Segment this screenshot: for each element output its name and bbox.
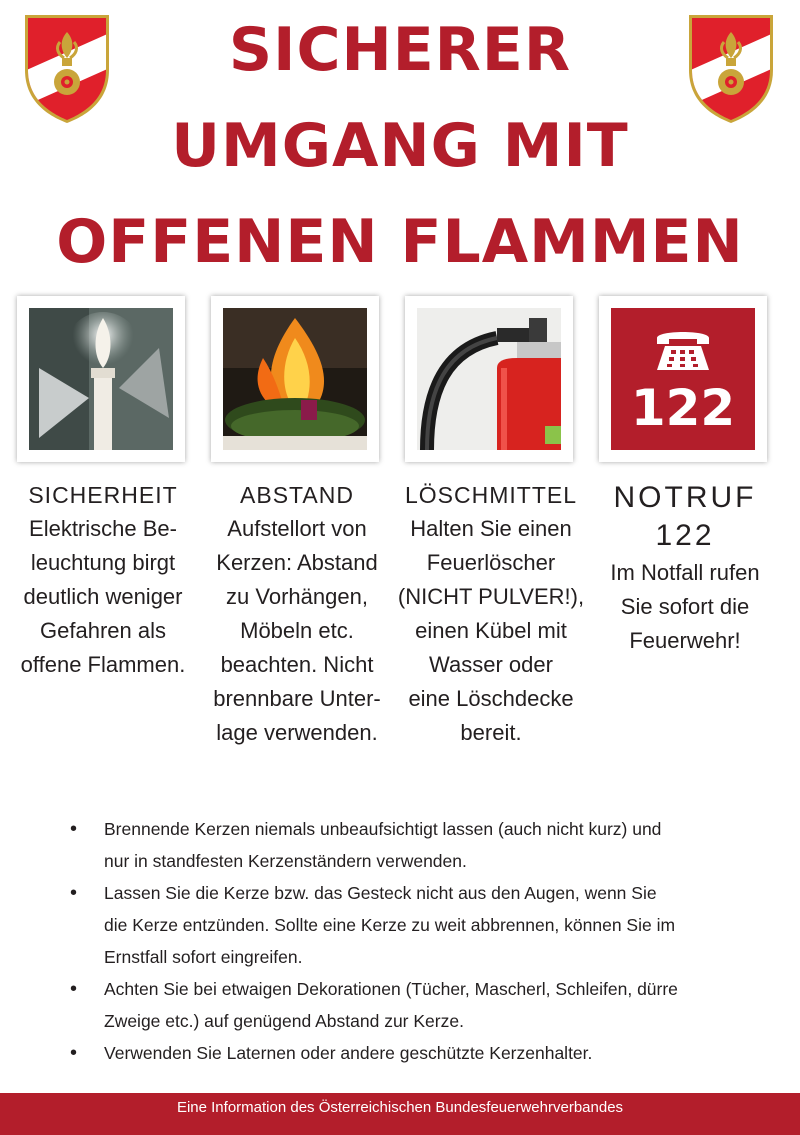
footer-text: Eine Information des Österreichischen Bundesfeuerwehrverbandes: [176, 1099, 624, 1116]
footer-banner: [0, 1093, 800, 1135]
column-line: leuchtung birgt: [30, 550, 176, 575]
column-line: Kerzen: Abstand: [216, 550, 378, 575]
column-line: beachten. Nicht: [220, 652, 374, 677]
tile-burning-wreath: [211, 296, 379, 462]
column-line: Möbeln etc.: [240, 618, 354, 643]
column-line: brennbare Unter-: [213, 686, 381, 711]
column-line: einen Kübel mit: [415, 618, 567, 643]
column-line: Gefahren als: [40, 618, 166, 643]
page-title: [0, 2, 800, 290]
column-line: eine Löschdecke: [408, 686, 574, 711]
telephone-icon: [657, 332, 709, 370]
list-item: • Lassen Sie die Kerze bzw. das Gesteck nicht aus den Augen, wenn Sie die Kerze entzünden. Sollte eine Kerze zu weit abbrennen, können Sie im Ernstfall sofort eingreifen.: [66, 877, 746, 973]
column-heading: LÖSCHMITTEL: [404, 482, 578, 508]
column-heading: ABSTAND: [240, 482, 354, 508]
tile-fire-extinguisher: [405, 296, 573, 462]
emergency-number: 122: [655, 519, 715, 552]
column-line: Aufstellort von: [227, 516, 367, 541]
tile-electric-candle: [17, 296, 185, 462]
emergency-number-panel: [611, 308, 755, 450]
title-line-2: UMGANG MIT: [171, 111, 629, 181]
column-line: Sie sofort die: [620, 594, 750, 619]
list-item: • Brennende Kerzen niemals unbeaufsichtigt lassen (auch nicht kurz) und nur in standfesten Kerzenständern verwenden.: [66, 813, 746, 877]
list-item: • Achten Sie bei etwaigen Dekorationen (Tücher, Mascherl, Schleifen, dürre Zweige etc.) auf genügend Abstand zur Kerze.: [66, 973, 746, 1037]
list-item: • Verwenden Sie Laternen oder andere geschützte Kerzenhalter.: [66, 1037, 746, 1069]
column-line: deutlich weniger: [23, 584, 183, 609]
column-sicherheit: [5, 478, 201, 682]
column-line: (NICHT PULVER!),: [397, 584, 585, 609]
column-loeschmittel: [393, 478, 589, 750]
column-notruf: [587, 478, 783, 658]
emergency-number-text: 122: [630, 379, 736, 437]
column-heading: SICHERHEIT: [28, 482, 178, 508]
tile-emergency-number: [599, 296, 767, 462]
column-line: Elektrische Be-: [29, 516, 177, 541]
title-line-3: OFFENEN FLAMMEN: [56, 207, 744, 277]
column-line: zu Vorhängen,: [226, 584, 368, 609]
column-line: lage verwenden.: [216, 720, 378, 745]
fire-extinguisher-photo: [417, 308, 561, 450]
column-line: Wasser oder: [429, 652, 553, 677]
burning-wreath-photo: [223, 308, 367, 450]
column-line: bereit.: [460, 720, 522, 745]
column-heading: NOTRUF: [613, 481, 757, 514]
column-line: offene Flammen.: [20, 652, 186, 677]
column-line: Feuerlöscher: [426, 550, 556, 575]
title-line-1: SICHERER: [228, 15, 572, 85]
column-line: Halten Sie einen: [410, 516, 572, 541]
safety-tips-list: [66, 813, 746, 1069]
column-line: Im Notfall rufen: [610, 560, 760, 585]
electric-candle-photo: [29, 308, 173, 450]
column-abstand: [199, 478, 395, 750]
column-line: Feuerwehr!: [629, 628, 741, 653]
